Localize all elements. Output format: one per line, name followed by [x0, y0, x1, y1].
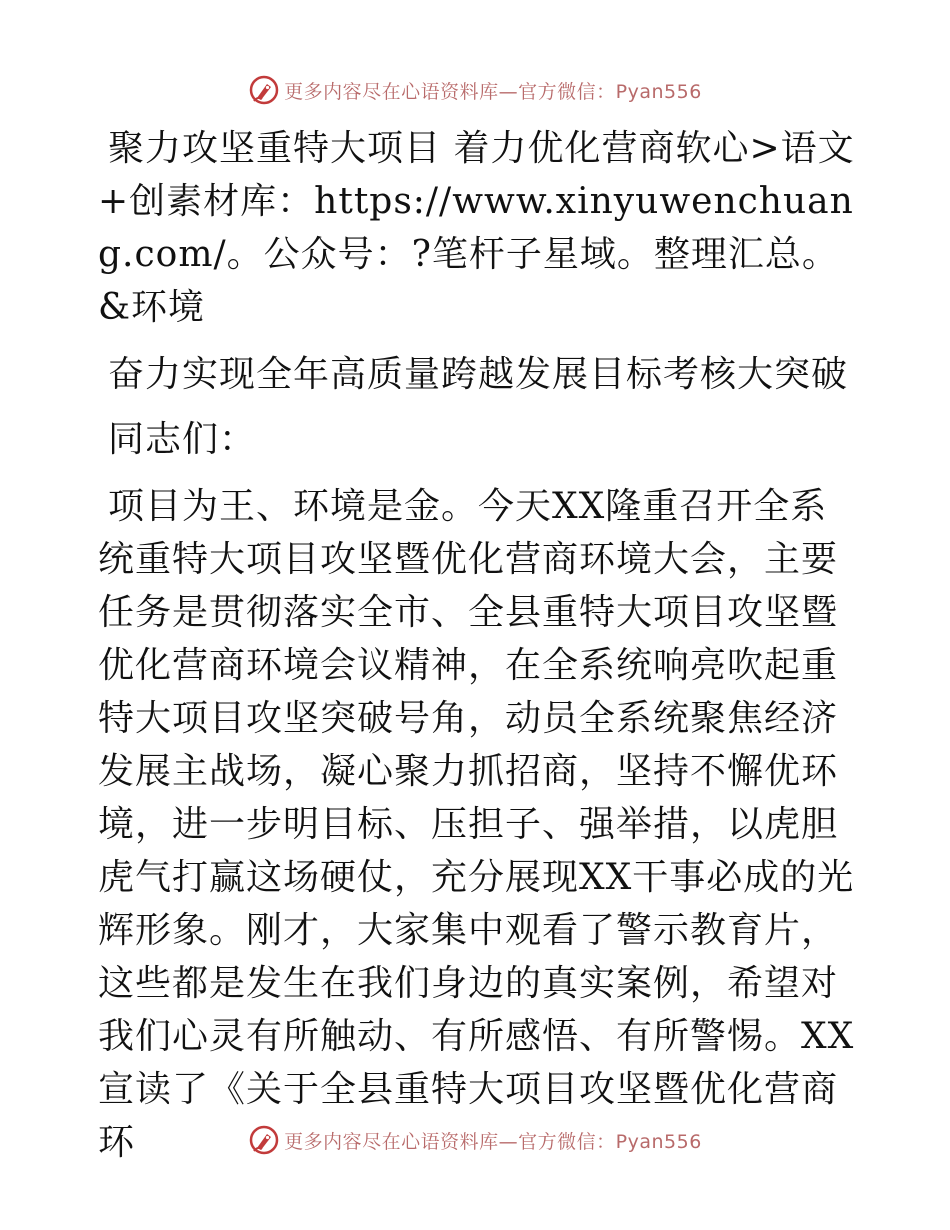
pen-nib-circle-icon: [248, 74, 280, 106]
body-paragraph: 项目为王、环境是金。今天XX隆重召开全系统重特大项目攻坚暨优化营商环境大会，主要任务是贯彻落实全市、全县重特大项目攻坚暨优化营商环境会议精神，在全系统响亮吹起重特大项目攻坚突破号角，动员全系统聚焦经济发展主战场，凝心聚力抓招商，坚持不懈优环境，进一步明目标、压担子、强举措，以虎胆虎气打赢这场硬仗，充分展现XX干事必成的光辉形象。刚才，大家集中观看了警示教育片，这些都是发生在我们身边的真实案例，希望对我们心灵有所触动、有所感悟、有所警惕。XX宣读了《关于全县重特大项目攻坚暨优化营商环: [98, 486, 855, 1163]
document-body: [98, 122, 858, 1169]
watermark-banner-top: [0, 70, 950, 110]
salutation: 同志们：: [108, 419, 257, 460]
pen-nib-circle-icon: [248, 1124, 280, 1156]
watermark-text: 更多内容尽在心语资料库—官方微信：Pyan556: [284, 80, 702, 103]
watermark-banner-bottom: [0, 1120, 950, 1160]
document-header-line: 聚力攻坚重特大项目 着力优化营商软心>语文+创素材库：https://www.xinyuwenchuang.com/。公众号：?笔杆子星域。整理汇总。&环境: [98, 128, 855, 328]
document-subtitle: 奋力实现全年高质量跨越发展目标考核大突破: [108, 354, 849, 395]
watermark-text: 更多内容尽在心语资料库—官方微信：Pyan556: [284, 1130, 702, 1153]
